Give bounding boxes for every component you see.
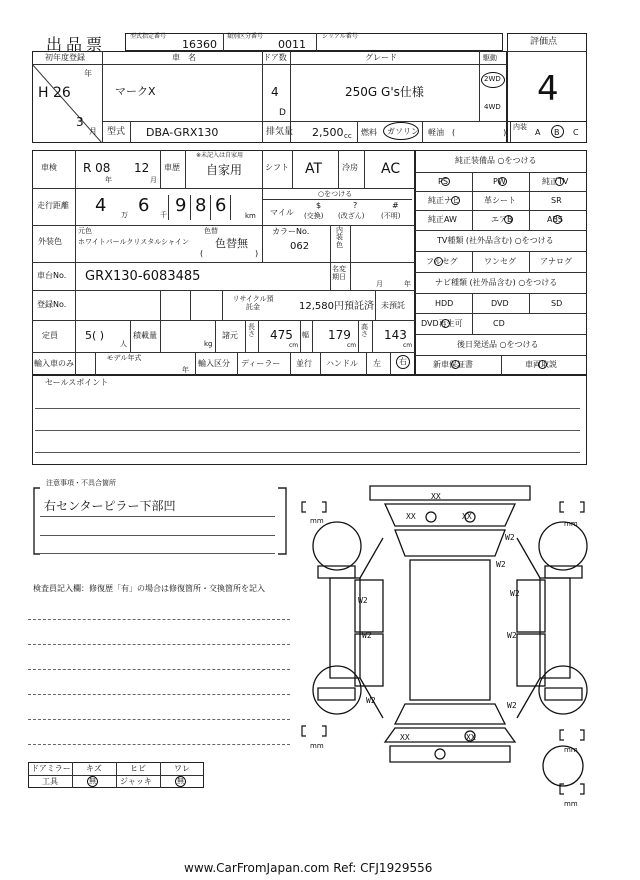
capacity-unit: 人 xyxy=(120,340,127,348)
score-value: 4 xyxy=(537,69,559,109)
equip-abs: ABS xyxy=(547,215,563,224)
mileage-digit-3: 9 xyxy=(175,195,187,216)
width-label: 幅 xyxy=(302,331,309,339)
legend-jack-value: 無 xyxy=(177,777,184,785)
displacement-label: 排気量 xyxy=(266,127,294,137)
equip-navi-mark xyxy=(451,196,460,205)
oil-label: 軽油 xyxy=(428,128,444,137)
navi-sd: SD xyxy=(551,299,563,308)
model-value: DBA-GRX130 xyxy=(146,126,219,139)
equip-aw: 純正AW xyxy=(428,215,457,224)
legend-scratch: キズ xyxy=(86,764,102,773)
shift-value: AT xyxy=(305,161,323,177)
equip-ps-mark xyxy=(441,177,450,186)
navi-title: ナビ種類 (社外品含む) ○をつける xyxy=(435,278,558,287)
history-label: 車歴 xyxy=(164,163,180,172)
footer-ref: www.CarFromJapan.com Ref: CFJ1929556 xyxy=(184,861,433,875)
exchange-label: (交換) xyxy=(304,212,324,220)
load-unit: kg xyxy=(204,340,213,348)
mileage-digit-2: 6 xyxy=(138,195,150,216)
equip-navi: 純正ナビ xyxy=(428,196,460,205)
equipment-title: 純正装備品 ○をつける xyxy=(455,156,537,165)
docs-warranty-mark xyxy=(451,360,460,369)
handle-right: 右 xyxy=(399,357,407,366)
doors-label: ドア数 xyxy=(263,53,287,62)
legend-tools-value: 無 xyxy=(89,777,96,785)
name-change-label: 名変期日 xyxy=(332,265,346,281)
shift-label: シフト xyxy=(265,163,289,172)
interior-label: 内装 xyxy=(513,123,527,131)
color-change-label: 色替 xyxy=(204,227,218,235)
capacity-value: 5( ) xyxy=(85,329,105,342)
tamper-label: (改ざん) xyxy=(338,212,365,220)
svg-text:mm: mm xyxy=(564,800,578,808)
navi-dvd-play: DVD再生可 xyxy=(421,319,463,328)
recycle-value: 12,580円預託済 xyxy=(299,301,374,312)
first-reg-label: 初年度登録 xyxy=(45,53,85,62)
recycle-status: 未預託 xyxy=(381,301,405,310)
history-note: ※未記入は自家用 xyxy=(196,152,244,159)
interior-c: C xyxy=(573,128,579,137)
notes-title: 注意事項・不具合箇所 xyxy=(46,479,116,487)
shaken-label: 車検 xyxy=(41,163,57,172)
damage-front-bumper: XX xyxy=(431,492,441,501)
svg-text:mm: mm xyxy=(310,517,324,525)
docs-manual: 車両取説 xyxy=(525,360,557,369)
width-unit: cm xyxy=(347,342,357,349)
door-type: D xyxy=(279,108,286,118)
parallel-option: 並行 xyxy=(296,359,312,368)
svg-text:mm: mm xyxy=(564,746,578,754)
svg-text:mm: mm xyxy=(564,520,578,528)
shaken-value: R 08 xyxy=(83,161,111,175)
serial-label: シリアル番号 xyxy=(322,33,358,40)
docs-manual-mark xyxy=(538,360,547,369)
dim-label: 諸元 xyxy=(222,331,238,340)
recycle-label: リサイクル預託金 xyxy=(232,295,274,312)
mileage-digit-4: 8 xyxy=(195,195,207,216)
chassis-label: 車台No. xyxy=(37,271,67,280)
damage-right-front-door: W2 xyxy=(510,589,520,598)
tv-fullseg-mark xyxy=(434,257,443,266)
type-no: 16360 xyxy=(182,38,217,51)
shaken-year-unit: 年 xyxy=(105,176,112,184)
interior-b: B xyxy=(554,128,560,137)
navi-dvd: DVD xyxy=(491,299,509,308)
equip-airbag-mark xyxy=(504,215,513,224)
equip-abs-mark xyxy=(553,215,562,224)
length-label: 長さ xyxy=(248,323,255,339)
shaken-month-unit: 月 xyxy=(150,176,157,184)
name-change-month: 月 xyxy=(376,280,383,288)
first-reg-month: 3 xyxy=(76,115,84,129)
oil-paren: ( ) xyxy=(452,128,507,137)
year-unit: 年 xyxy=(84,69,92,78)
damage-trunk: XX xyxy=(400,733,410,742)
orig-color-label: 元色 xyxy=(78,227,92,235)
damage-right-front-fender: W2 xyxy=(505,533,515,542)
mileage-note: ○をつける xyxy=(318,190,353,198)
ac-label: 冷房 xyxy=(342,163,358,172)
paren-close: ) xyxy=(255,249,259,258)
handle-left: 左 xyxy=(373,359,381,368)
length-value: 475 xyxy=(270,328,293,342)
tv-fullseg: フルセグ xyxy=(426,257,458,266)
notes-frame xyxy=(32,486,292,556)
category-no: 0011 xyxy=(278,38,306,51)
ac-value: AC xyxy=(381,161,401,177)
equip-tv-mark xyxy=(555,177,564,186)
grade-value: 250G G's仕様 xyxy=(345,85,424,99)
length-unit: cm xyxy=(289,342,299,349)
load-label: 積載量 xyxy=(133,331,157,340)
damage-right-rear-door: W2 xyxy=(507,631,517,640)
equip-tv: 純正TV xyxy=(542,177,569,186)
import-label: 輸入車のみ xyxy=(34,359,74,368)
legend-jack: ジャッキ xyxy=(120,777,152,786)
drive-2wd: 2WD xyxy=(484,75,501,83)
color-change: 色替無 xyxy=(215,237,248,250)
damage-left-front-door: W2 xyxy=(358,596,368,605)
navi-hdd: HDD xyxy=(435,299,454,308)
mileage-digit-1: 4 xyxy=(95,195,107,216)
damage-right-rear-fender: W2 xyxy=(507,701,517,710)
height-label: 高さ xyxy=(361,323,368,339)
mileage-mile: マイル xyxy=(270,208,294,217)
displacement-unit: cc xyxy=(344,132,352,140)
grade-label: グレード xyxy=(365,53,397,62)
model-label: 型式 xyxy=(107,127,126,137)
color-label: 外装色 xyxy=(38,237,62,246)
car-damage-diagram xyxy=(300,478,600,808)
equip-ps: PS xyxy=(438,177,448,186)
score-label: 評価点 xyxy=(530,37,558,47)
first-reg-year: H 26 xyxy=(38,85,71,101)
dealer-option: ディーラー xyxy=(241,359,281,368)
mileage-label: 走行距離 xyxy=(37,201,69,210)
drive-4wd: 4WD xyxy=(484,103,501,111)
exchange-sym: $ xyxy=(316,201,322,210)
equip-pw-mark xyxy=(498,177,507,186)
navi-dvd-play-mark xyxy=(441,319,450,328)
drive-label: 駆動 xyxy=(483,54,497,62)
unknown-sym: # xyxy=(392,201,399,210)
category-label: 類別区分番号 xyxy=(227,33,264,40)
damage-hood-left: XX xyxy=(406,512,416,521)
tamper-sym: ? xyxy=(353,201,358,210)
docs-warranty: 新車保証書 xyxy=(433,360,473,369)
legend-break: ワレ xyxy=(174,764,190,773)
legend-mirror: ドアミラー xyxy=(31,764,71,773)
paren-open: ( xyxy=(200,249,204,258)
car-name: マークX xyxy=(115,85,156,98)
damage-rear-bumper: XX xyxy=(466,733,476,742)
sales-point-label: セールスポイント xyxy=(45,378,109,387)
equip-pw: PW xyxy=(493,177,506,186)
navi-cd: CD xyxy=(493,319,505,328)
history-value: 自家用 xyxy=(206,163,243,177)
tv-oneseg: ワンセグ xyxy=(484,257,516,266)
svg-text:mm: mm xyxy=(310,742,324,750)
model-year-unit: 年 xyxy=(182,366,189,374)
damage-left-rear-fender: W2 xyxy=(366,696,376,705)
handle-label: ハンドル xyxy=(326,359,358,368)
mileage-digit-5: 6 xyxy=(215,195,227,216)
capacity-label: 定員 xyxy=(42,331,58,340)
interior-color-label: 内装色 xyxy=(336,226,343,249)
reg-label: 登録No. xyxy=(37,300,67,309)
mileage-man: 万 xyxy=(121,211,128,219)
orig-color: ホワイトパールクリスタルシャイン xyxy=(78,238,189,246)
shaken-month: 12 xyxy=(134,161,150,175)
import-kind-label: 輸入区分 xyxy=(198,359,230,368)
type-no-label: 型式指定番号 xyxy=(130,33,167,40)
height-unit: cm xyxy=(403,342,413,349)
fuel-label: 燃料 xyxy=(361,128,377,137)
docs-title: 後日発送品 ○をつける xyxy=(457,340,539,349)
inspector-title: 検査員記入欄：修復歴「有」の場合は修復箇所・交換箇所を記入 xyxy=(33,584,265,593)
damage-right-sill: W2 xyxy=(496,560,506,569)
equip-airbag: エアB xyxy=(491,215,513,224)
fuel-value: ガソリン xyxy=(387,127,419,136)
interior-a: A xyxy=(535,128,541,137)
legend-crack: ヒビ xyxy=(130,764,146,773)
month-unit: 月 xyxy=(89,127,97,136)
legend-tools: 工具 xyxy=(42,777,58,786)
color-no-label: カラーNo. xyxy=(272,227,310,236)
damage-hood-right: XX xyxy=(462,512,472,521)
sheet-title: 出品票 xyxy=(46,35,107,54)
chassis-value: GRX130-6083485 xyxy=(85,269,201,284)
equip-sr: SR xyxy=(551,196,562,205)
displacement-value: 2,500 xyxy=(312,126,344,139)
damage-left-rear-door: W2 xyxy=(362,631,372,640)
width-value: 179 xyxy=(328,328,351,342)
height-value: 143 xyxy=(384,328,407,342)
model-year-label: モデル年式 xyxy=(106,354,142,362)
doors-value: 4 xyxy=(271,85,279,99)
mileage-km: km xyxy=(245,212,256,220)
notes-text: 右センターピラー下部凹 xyxy=(44,499,176,513)
name-change-day: 年 xyxy=(404,280,411,288)
tv-analog: アナログ xyxy=(540,257,572,266)
color-no: 062 xyxy=(290,241,310,252)
tv-title: TV種類 (社外品含む) ○をつける xyxy=(437,236,554,245)
unknown-label: (不明) xyxy=(381,212,401,220)
car-name-label: 車 名 xyxy=(172,53,196,62)
equip-leather: 革シート xyxy=(484,196,516,205)
mileage-sen: 千 xyxy=(160,211,167,219)
